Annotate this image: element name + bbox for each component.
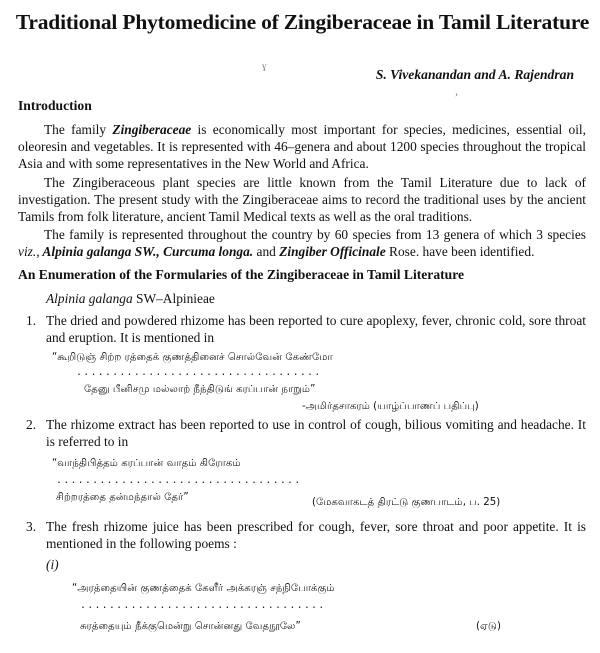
tamil-verse-line: சிற்றரத்தை தன்மந்தால் தேர்” xyxy=(56,492,189,503)
list-item xyxy=(26,518,586,558)
scan-speck: › xyxy=(455,89,458,99)
tamil-verse-line: “கூறிடுஞ் சிற்ற ரத்தைக் குணத்தினைச் சொல்வேன் கேண்மோ xyxy=(52,352,333,363)
item-text: The rhizome extract has been reported to use in control of cough, bilious vomiting and headache. It is referred to in xyxy=(46,417,586,449)
p3-species-2: Zingiber Officinale xyxy=(279,244,386,259)
species-subheading xyxy=(46,290,215,307)
p1-text-a: The family xyxy=(44,122,113,137)
enumeration-heading: An Enumeration of the Formularies of the Zingiberaceae in Tamil Literature xyxy=(18,267,465,282)
p3-text-a: The family is represented throughout the country by 60 species from 13 genera of which 3 species xyxy=(44,227,586,242)
intro-paragraph-2 xyxy=(18,174,586,225)
paper-authors: S. Vivekanandan and A. Rajendran xyxy=(375,67,574,82)
p2-text: The Zingiberaceous plant species are little known from the Tamil Literature due to lack of investigation. The present study with the Zingiberaceae aims to record the traditional uses by the ancient Tamils from folk literature, ancient Tamil Medical texts as well as the oral traditions. xyxy=(18,175,586,224)
verse-ellipsis: .................................. xyxy=(80,600,326,611)
verse-ellipsis: .................................. xyxy=(76,367,322,378)
verse-source: -அமிர்தசாகரம் (யாழ்ப்பாணப் பதிப்பு) xyxy=(302,401,479,412)
tamil-verse-line: “வாந்திபித்தம் கரப்பான் வாதம் கிரோகம் xyxy=(52,458,241,469)
list-item xyxy=(26,312,586,352)
p3-and: and xyxy=(253,244,280,259)
tamil-verse-line: சுரத்தையும் நீக்குமென்று சொன்னது வேதநூலே” xyxy=(80,621,301,632)
item-text: The dried and powdered rhizome has been reported to cure apoplexy, fever, chronic cold, sore throat and eruption. It is mentioned in xyxy=(46,313,586,345)
verse-source: (மேகவாகடத் திரட்டு குணபாடம், ப. 25) xyxy=(312,497,501,508)
intro-paragraph-3 xyxy=(18,226,586,260)
introduction-heading: Introduction xyxy=(18,98,92,113)
p3-species-1: Alpinia galanga SW., Curcuma longa. xyxy=(39,244,254,259)
item-number: 2. xyxy=(26,417,37,432)
item-text: The fresh rhizome juice has been prescribed for cough, fever, sore throat and poor appetite. It is mentioned in the following poems : xyxy=(46,519,586,551)
species-tribe: SW–Alpinieae xyxy=(132,291,215,306)
list-item xyxy=(26,416,586,456)
verse-source: (ஏடு) xyxy=(476,621,501,632)
p3-text-b: Rose. have been identified. xyxy=(385,244,535,259)
sub-item-marker: (i) xyxy=(46,557,59,572)
item-number: 1. xyxy=(26,313,37,328)
p3-viz: viz., xyxy=(18,244,40,259)
tamil-verse-line: “அரத்தையின் குணத்தைக் கேளீர் அக்கரஞ் சந்நிபோக்கும் xyxy=(72,583,335,594)
intro-paragraph-1 xyxy=(18,121,586,172)
item-number: 3. xyxy=(26,519,37,534)
p1-text-b: is economically most important for species, medicines, essential oil, oleoresin and vegetables. It is represented with 46–genera and about 1200 species throughout the tropical Asia and with some representatives in the New World and Africa. xyxy=(18,122,586,171)
tamil-verse-line: தேனு பீனிசமு மல்லாற் நீந்திடுங் கரப்பான் நாறும்” xyxy=(84,384,316,395)
species-name: Alpinia galanga xyxy=(46,291,133,306)
p1-family-name: Zingiberaceae xyxy=(112,122,192,137)
verse-ellipsis: .................................. xyxy=(56,475,302,486)
scan-speck: ɣ xyxy=(262,61,267,71)
paper-title: Traditional Phytomedicine of Zingiberaceae in Tamil Literature xyxy=(15,10,590,34)
